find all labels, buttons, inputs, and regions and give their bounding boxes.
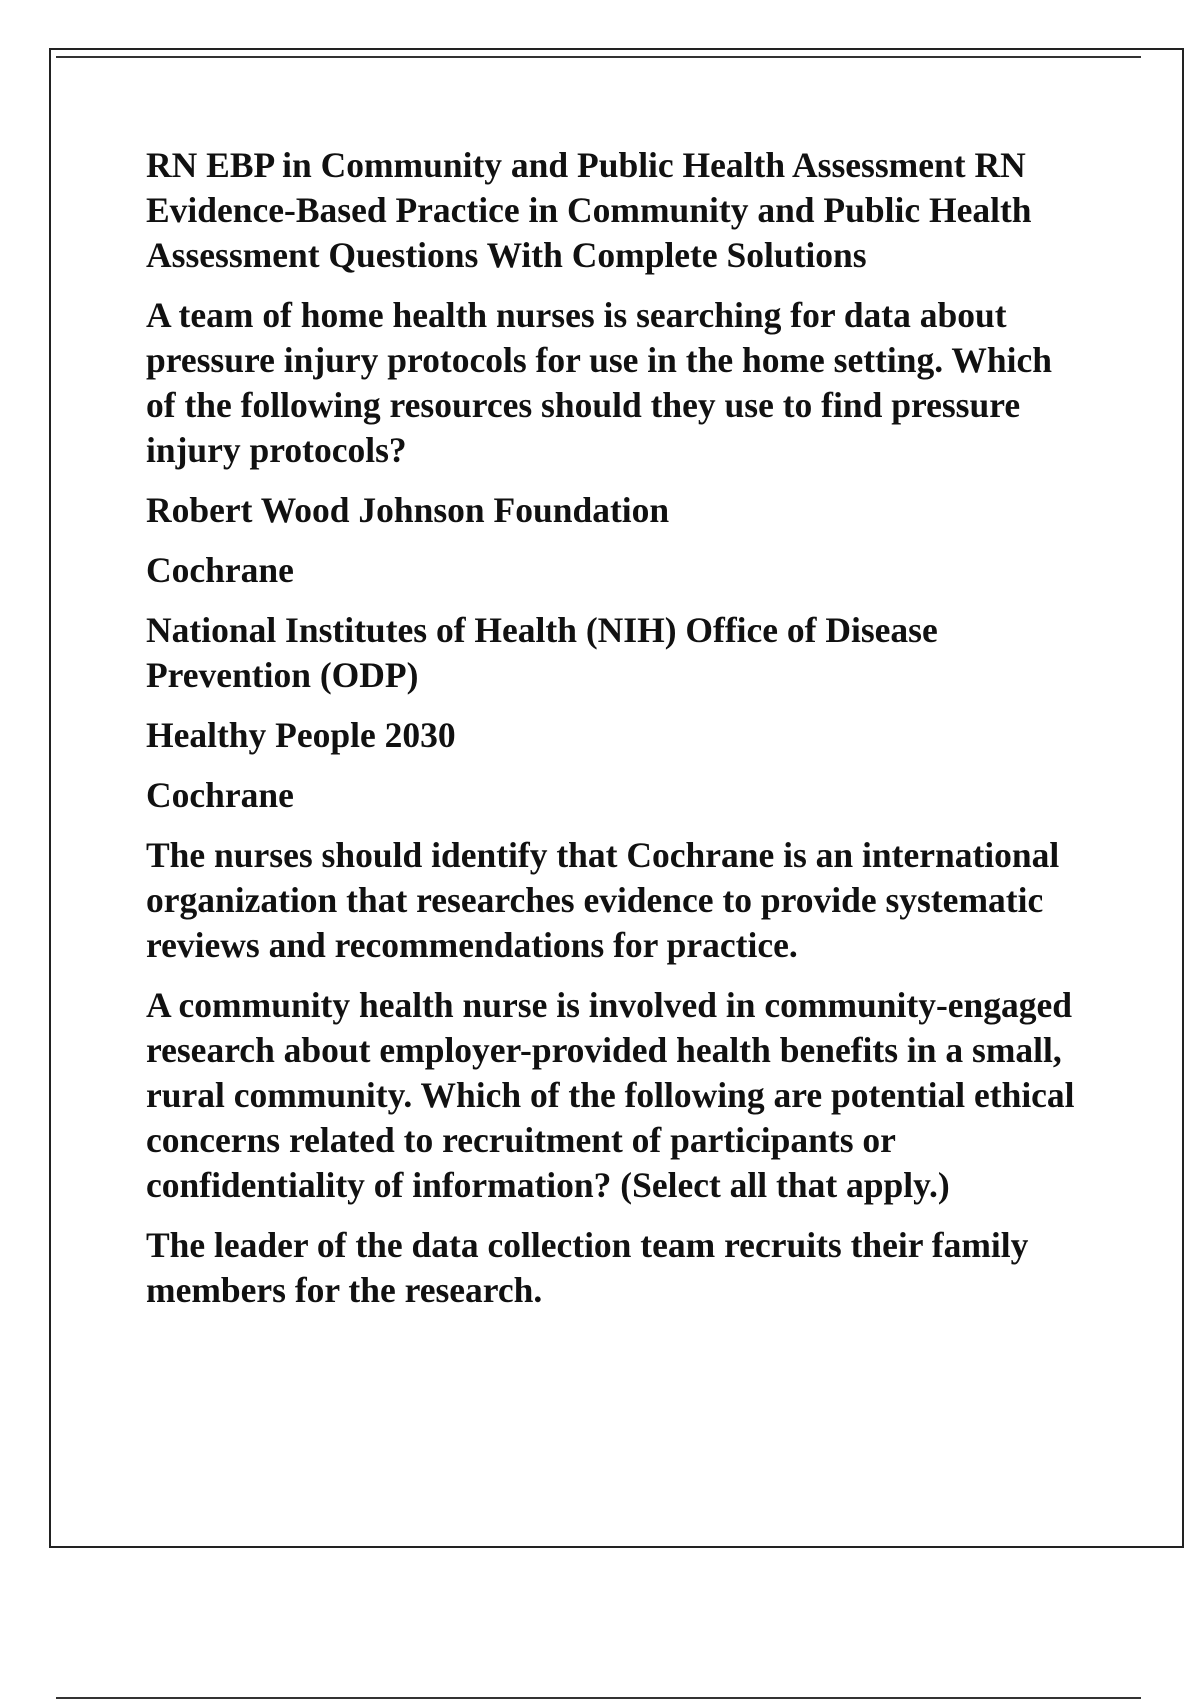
question-1-stem: A team of home health nurses is searching for data about pressure injury protocols for use in the home setting. Which of the following resources should they use to find pressure injury protocols? xyxy=(146,295,1052,470)
document-title: RN EBP in Community and Public Health Assessment RN Evidence-Based Practice in Community and Public Health Assessment Questions With Complete Solutions xyxy=(146,145,1032,275)
question-1-option: Healthy People 2030 xyxy=(146,715,456,755)
question-1-option: National Institutes of Health (NIH) Office of Disease Prevention (ODP) xyxy=(146,610,938,695)
question-1-rationale: The nurses should identify that Cochrane is an international organization that researches evidence to provide systematic reviews and recommendations for practice. xyxy=(146,835,1060,965)
question-1-option: Robert Wood Johnson Foundation xyxy=(146,490,670,530)
document-body xyxy=(146,143,1086,1328)
footer-rule xyxy=(56,1697,1141,1699)
header-rule xyxy=(56,56,1141,58)
question-2-stem: A community health nurse is involved in community-engaged research about employer-provided health benefits in a small, rural community. Which of the following are potential ethical concerns related to recruitment of participants or confidentiality of information? (Select all that apply.) xyxy=(146,985,1075,1205)
question-1-option: Cochrane xyxy=(146,550,294,590)
question-1-answer: Cochrane xyxy=(146,775,294,815)
question-2-option: The leader of the data collection team recruits their family members for the research. xyxy=(146,1225,1029,1310)
